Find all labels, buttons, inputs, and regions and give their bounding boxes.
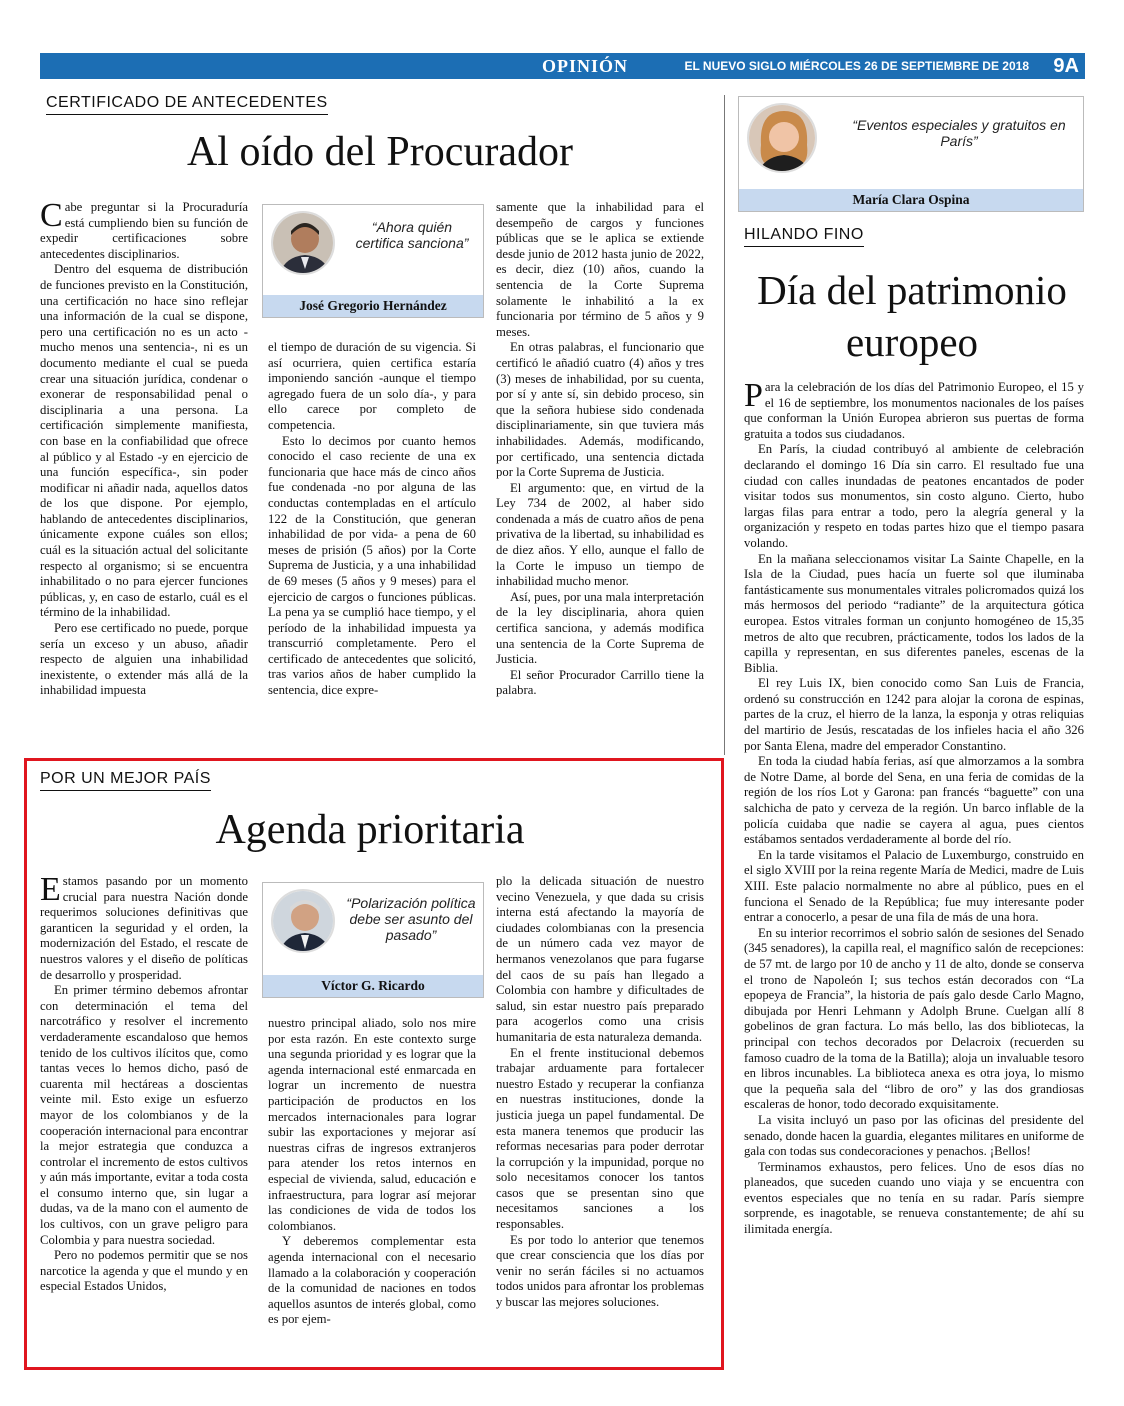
paragraph: plo la delicada situación de nuestro vecino Venezuela, y que dada su crisis interna está afectando la mayoría de ciudades colombianas con la presencia de un número cada vez mayor de hermanos venezolanos que para fugarse del caos de su país han llegado a Colombia con hambre y dificultades de salud, sin estar nuestro país preparado para acogerlos como una crisis humanitaria de esta naturaleza demanda.: [496, 874, 704, 1044]
article2-author-box: [262, 882, 484, 998]
paragraph: En París, la ciudad contribuyó al ambiente de celebración declarando el domingo 16 Día sin carro. El resultado fue una ciudad con calles inundadas de peatones encantados de poder visitar todos sus monumentos, sin costo alguno. Cierto, hubo largas filas para entrar a todo, pero la alegría general y la organización y respeto en todas partes hizo que el tiempo pasara volando.: [744, 442, 1084, 550]
paragraph: Pero ese certificado no puede, porque sería un exceso y un abuso, añadir respecto de alguien una inhabilidad inexistente, o extender más allá de la inhabilidad impuesta: [40, 621, 248, 698]
article2-headline: Agenda prioritaria: [215, 807, 525, 853]
article1-author-name: José Gregorio Hernández: [263, 295, 483, 317]
paragraph: El señor Procurador Carrillo tiene la palabra.: [496, 667, 704, 698]
paragraph: En el frente institucional debemos trabajar arduamente para fortalecer nuestro Estado y recuperar la confianza en nuestras instituciones, donde la justicia juega un papel fundamental. De esta manera tenemos que producir las reformas necesarias para poder derrotar la corrupción y la impunidad, porque no solo necesitamos conocer los tantos casos que se presentan sino que necesitamos sanciones a los responsables.: [496, 1045, 704, 1232]
article2-column-3: [496, 874, 704, 1354]
article1-column-3: [496, 200, 704, 740]
paragraph: Pero no podemos permitir que se nos narcotice la agenda y que el mundo y en especial Estados Unidos,: [40, 1248, 248, 1294]
article1-kicker: CERTIFICADO DE ANTECEDENTES: [46, 94, 328, 115]
drop-cap: C: [40, 200, 63, 234]
column-divider: [724, 95, 725, 755]
paragraph: En la mañana seleccionamos visitar La Sainte Chapelle, en la Isla de la Ciudad, pues hacía un fuerte sol que iluminaba fantásticamente sus monumentales vitrales policromados quizá los más hermosos del periodo “radiante” de la arquitectura gótica europea. Estos vitrales forman un conjunto homogéneo de 15,35 metros de alto que recubren, prácticamente, todos los lados de la capilla y representan, en sus diferentes paneles, escenas de la Biblia.: [744, 551, 1084, 675]
section-title: OPINIÓN: [510, 53, 660, 79]
paragraph: ara la celebración de los días del Patrimonio Europeo, el 15 y el 16 de septiembre, los monumentos nacionales de los países que conforman la Unión Europea abrieron sus puertas de forma gratuita a todos sus ciudadanos.: [744, 380, 1084, 441]
paragraph: Terminamos exhaustos, pero felices. Uno de esos días no planeados, que suceden cuando uno viaja y se encuentra con eventos especiales que no tenía en su radar. París siempre sorprende, es inagotable, se renueva constantemente; de ahí su ilimitada energía.: [744, 1159, 1084, 1237]
paragraph: El argumento: que, en virtud de la Ley 734 de 2002, al haber sido condenada a más de cuatro años de pena privativa de la libertad, su inhabilidad es de diez años. Y ello, aunque el fallo de la Corte le impuso un tiempo de inhabilidad mucho menor.: [496, 480, 704, 589]
article1-column-1: [40, 200, 248, 740]
paragraph: En la tarde visitamos el Palacio de Luxemburgo, construido en el siglo XVIII por la reina regente María de Medici, madre de Luis XIII. Este palacio normalmente no abre al público, pues en el funciona el Senado de la República; fue muy interesante poder entrar a conocerlo, a pesar de una fila de más de una hora.: [744, 847, 1084, 925]
paragraph: Es por todo lo anterior que tenemos que crear consciencia que los días por venir no serán fáciles si no actuamos todos unidos para afrontar los problemas y buscar las mejores soluciones.: [496, 1232, 704, 1310]
article2-kicker: POR UN MEJOR PAÍS: [40, 770, 211, 791]
article1-pull-quote: “Ahora quién certifica sanciona”: [355, 219, 469, 251]
paragraph: samente que la inhabilidad para el desempeño de cargos y funciones públicas que se le aplica se extiende desde junio de 2012 hasta junio de 2022, es decir, diez (10) años, cuando la sentencia de la Corte Suprema solamente le inhabilitó a la ex funcionaria por término de 5 años y 9 meses.: [496, 200, 704, 339]
paragraph: La visita incluyó un paso por las oficinas del presidente del senado, donde hacen la guardia, elegantes militares en uniforme de gala con todas sus condecoraciones y penachos. ¡Bellos!: [744, 1112, 1084, 1159]
drop-cap: P: [744, 380, 763, 414]
paragraph: nuestro principal aliado, solo nos mire por esta razón. En este contexto surge una segunda prioridad y es lograr que la agenda internacional esté enmarcada en lograr un incremento de nuestra participación de productos en los mercados internacionales para lograr subir las exportaciones y mejorar así nuestras cifras de ingresos extranjeros para atender los retos internos en especial de vivienda, salud, educación e infraestructura, para lograr así mejorar las condiciones de vida de todos los colombianos.: [268, 1016, 476, 1233]
paragraph: stamos pasando por un momento crucial para nuestra Nación donde requerimos soluciones definitivas que garanticen la seguridad y el orden, la modernización del Estado, el rescate de nuestros valores y el diseño de políticas de desarrollo y prosperidad.: [40, 874, 248, 982]
author-photo: [747, 103, 817, 173]
page-number: 9A: [1053, 55, 1079, 77]
paragraph: Dentro del esquema de distribución de funciones previsto en la Constitución, una certificación no hace sino reflejar una información de la cual se dispone, pero una certificación no es un acto -mucho menos una sentencia-, ni es un documento mediante el cual se pueda crear una situación jurídica, condenar o exonerar de responsabilidad penal o disciplinaria a una persona. La certificación simplemente manifiesta, con base en la confiabilidad que ofrece al público y al Estado -y en ejercicio de una función específica-, sin poder modificar ni añadir nada, aquellos datos de los que dispone. Por ejemplo, hablando de antecedentes disciplinarios, únicamente expone cuáles son ellos; cuál es la situación actual del solicitante respecto al organismo; si se encuentra inhabilitado o no para ejercer funciones públicas, y, en caso de estarlo, cuál es el término de la inhabilidad.: [40, 262, 248, 620]
article2-author-name: Víctor G. Ricardo: [263, 975, 483, 997]
article2-column-1: [40, 874, 248, 1354]
article1-author-box: [262, 204, 484, 318]
paragraph: En primer término debemos afrontar con determinación el tema del narcotráfico y resolver el incremento verdaderamente escandaloso que hemos tenido de los cultivos ilícitos que, como tantas veces lo hemos dicho, pasó de cuarenta mil hectáreas a doscientas veinte mil. Esto exige un esfuerzo mayor de los colombianos y de la cooperación internacional para encontrar la mejor estrategia que conduzca a controlar el incremento de estos cultivos y aún más importante, evitar a toda costa el consumo interno que, sin lugar a dudas, va de la mano con el aumento de los cultivos, con un grave peligro para Colombia y para nuestra sociedad.: [40, 983, 248, 1247]
paragraph: En otras palabras, el funcionario que certificó le añadió cuatro (4) años y tres (3) meses de inhabilidad, por su cuenta, por sí y ante sí, sin debido proceso, sin que la señora hubiese sido condenada disciplinariamente, sin que tuviera más inhabilidades. Además, modificando, por certificado, una sentencia dictada por la Corte Suprema de Justicia.: [496, 340, 704, 480]
article2-pull-quote: “Polarización política debe ser asunto del pasado”: [346, 895, 476, 943]
publication-date-line: EL NUEVO SIGLO MIÉRCOLES 26 DE SEPTIEMBRE DE 2018: [684, 59, 1029, 73]
paragraph: abe preguntar si la Procuraduría está cumpliendo bien su función de expedir certificaciones sobre antecedentes disciplinarios.: [40, 200, 248, 261]
author-photo: [271, 889, 335, 953]
article2-column-2: [268, 1016, 476, 1354]
paragraph: Esto lo decimos por cuanto hemos conocido el caso reciente de una ex funcionaria que hace más de cinco años fue condenada -no por alguna de las conductas contempladas en el artículo 122 de la Constitución, que generan inhabilidad de por vida- a pena de 60 meses de prisión (5 años) por la Corte Suprema de Justicia, y a una inhabilidad de 69 meses (5 años y 9 meses) para el ejercicio de cargos o funciones públicas. La pena ya se cumplió hace tiempo, y el período de la inhabilidad impuesta ya transcurrió completamente. Pero el certificado de antecedentes que solicitó, tras varios años de haber cumplido la sentencia, dice expre-: [268, 433, 476, 698]
paragraph: El rey Luis IX, bien conocido como San Luis de Francia, ordenó su construcción en 1242 para alojar la corona de espinas, partes de la cruz, el hierro de la lanza, la esponja y otras reliquias del martirio de Jesús, rescatadas de los infieles hacia el año 326 por Santa Elena, madre del emperador Constantino.: [744, 676, 1084, 753]
article3-headline: Día del patrimonio europeo: [757, 267, 1067, 365]
page-header-bar: [40, 53, 1085, 79]
author-photo: [271, 211, 335, 275]
article1-column-2: [268, 340, 476, 740]
article3-body: [744, 380, 1084, 1360]
paragraph: el tiempo de duración de su vigencia. Si así ocurriera, quien certifica estaría imponiendo sanción -aunque el tiempo agregado fuera de un solo día-, y para ello carece por completo de competencia.: [268, 340, 476, 432]
drop-cap: E: [40, 874, 61, 908]
paragraph: Y deberemos complementar esta agenda internacional con el necesario llamado a la colaboración y cooperación de la comunidad de naciones en todos aquellos asuntos de interés global, como es por ejem-: [268, 1234, 476, 1327]
article3-kicker: HILANDO FINO: [744, 226, 864, 247]
paragraph: En su interior recorrimos el sobrio salón de sesiones del Senado (345 senadores), la capilla real, el magnífico salón de recepciones: de 57 mt. de largo por 10 de ancho y 11 de alto, donde se conserva el trono de Napoleón I; sus techos están decorados con “La epopeya de Francia”, la historia de país galo desde Carlo Magno, dibujada por Henri Lehmann y Adolph Brune. Cuelgan allí 8 gobelinos de gran factura. Lo más bello, las dos bibliotecas, la principal con techos decorados por Delacroix (recuerden su famoso cuadro de la toma de la Batilla); aloja un invaluable tesoro en libros incunables. La biblioteca anexa es otra joya, lo mismo que la pequeña sala del “libro de oro” y las dos grandiosas escaleras de honor, todo decorado exquisitamente.: [744, 925, 1084, 1112]
article1-headline: Al oído del Procurador: [186, 129, 574, 175]
article3-author-name: María Clara Ospina: [739, 189, 1083, 211]
article3-author-box: [738, 96, 1084, 212]
paragraph: Así, pues, por una mala interpretación de la ley disciplinaria, ahora quien certifica sanciona, y además modifica una sentencia de la Corte Suprema de Justicia.: [496, 589, 704, 667]
article3-pull-quote: “Eventos especiales y gratuitos en París”: [852, 117, 1066, 149]
paragraph: En toda la ciudad había ferias, así que almorzamos a la sombra de Notre Dame, al borde del Sena, en una feria de comidas de la región de los ríos Lot y Garona: pan francés “baguette” con una salchicha de pato y cerveza de la región. Un barco inflable de la policía cuidaba que nadie se cayera al agua, pues cientos estábamos sentados verdaderamente al borde del río.: [744, 754, 1084, 847]
